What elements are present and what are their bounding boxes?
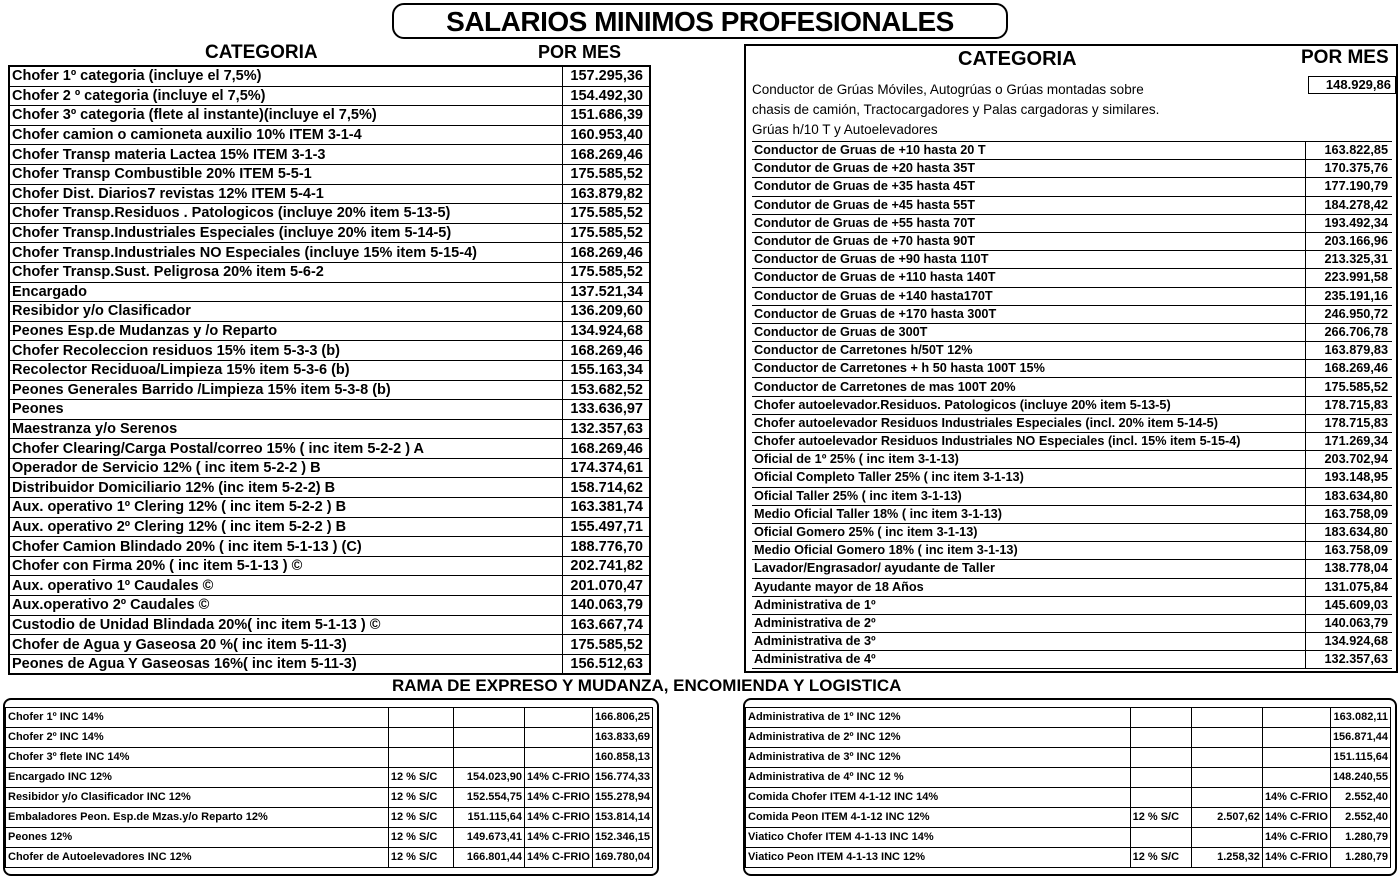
- rama-left-row: [6, 848, 653, 868]
- left-salary-label: Peones: [9, 400, 563, 420]
- rama-right-c3: [1262, 728, 1330, 748]
- left-salary-row: [9, 223, 650, 243]
- left-salary-row: [9, 458, 650, 478]
- rama-left-c1: [388, 708, 453, 728]
- left-salary-row: [9, 66, 650, 86]
- rama-left-label: Resibidor y/o Clasificador INC 12%: [6, 788, 389, 808]
- rama-right-c2: [1192, 708, 1263, 728]
- left-salary-row: [9, 439, 650, 459]
- crane-intro-value: 148.929,86: [1308, 76, 1396, 94]
- rama-right-row: [746, 828, 1391, 848]
- rama-left-row: [6, 808, 653, 828]
- left-salary-value: 175.585,52: [563, 262, 651, 282]
- right-salary-label: Ayudante mayor de 18 Años: [752, 578, 1306, 596]
- left-salary-value: 158.714,62: [563, 478, 651, 498]
- left-salary-row: [9, 204, 650, 224]
- left-salary-row: [9, 145, 650, 165]
- right-salary-row: [752, 651, 1392, 669]
- rama-right-c2: [1192, 788, 1263, 808]
- left-salary-label: Chofer Camion Blindado 20% ( inc item 5-1-13 ) (C): [9, 537, 563, 557]
- right-salary-row: [752, 287, 1392, 305]
- rama-left-value: 153.814,14: [592, 808, 652, 828]
- right-salary-value: 163.758,09: [1306, 542, 1393, 560]
- left-salary-value: 153.682,52: [563, 380, 651, 400]
- right-salary-row: [752, 433, 1392, 451]
- rama-left-c3: [524, 748, 592, 768]
- left-salary-label: Chofer Transp.Industriales NO Especiales (incluye 15% item 5-15-4): [9, 243, 563, 263]
- right-salary-value: 193.148,95: [1306, 469, 1393, 487]
- rama-title: RAMA DE EXPRESO Y MUDANZA, ENCOMIENDA Y LOGISTICA: [392, 676, 902, 695]
- left-salary-value: 151.686,39: [563, 106, 651, 126]
- left-salary-row: [9, 302, 650, 322]
- left-salary-label: Encargado: [9, 282, 563, 302]
- rama-left-label: Chofer de Autoelevadores INC 12%: [6, 848, 389, 868]
- left-salary-row: [9, 615, 650, 635]
- left-salary-row: [9, 380, 650, 400]
- left-salary-row: [9, 125, 650, 145]
- rama-right-label: Administrativa de 4º INC 12 %: [746, 768, 1131, 788]
- rama-left-c2: [453, 728, 524, 748]
- left-salary-row: [9, 243, 650, 263]
- left-salary-value: 168.269,46: [563, 341, 651, 361]
- left-salary-label: Chofer Recoleccion residuos 15% item 5-3-3 (b): [9, 341, 563, 361]
- right-salary-label: Lavador/Engrasador/ ayudante de Taller: [752, 560, 1306, 578]
- rama-left-c1: 12 % S/C: [388, 848, 453, 868]
- right-salary-label: Conductor de Gruas de +170 hasta 300T: [752, 305, 1306, 323]
- rama-left-c3: [524, 708, 592, 728]
- left-salary-label: Chofer 3º categoria (flete al instante)(incluye el 7,5%): [9, 106, 563, 126]
- left-salary-label: Distribuidor Domiciliario 12% (inc item 5-2-2) B: [9, 478, 563, 498]
- left-salary-row: [9, 537, 650, 557]
- right-salary-row: [752, 214, 1392, 232]
- rama-left-c1: [388, 748, 453, 768]
- left-salary-row: [9, 498, 650, 518]
- left-salary-label: Chofer Transp materia Lactea 15% ITEM 3-1-3: [9, 145, 563, 165]
- left-salary-label: Chofer Transp Combustible 20% ITEM 5-5-1: [9, 164, 563, 184]
- right-salary-row: [752, 560, 1392, 578]
- right-salary-row: [752, 160, 1392, 178]
- right-salary-value: 235.191,16: [1306, 287, 1393, 305]
- rama-right-c1: [1130, 728, 1192, 748]
- rama-left-c1: [388, 728, 453, 748]
- left-salary-value: 168.269,46: [563, 243, 651, 263]
- rama-right-row: [746, 768, 1391, 788]
- rama-left-row: [6, 708, 653, 728]
- rama-right-label: Comida Peon ITEM 4-1-12 INC 12%: [746, 808, 1131, 828]
- rama-right-value: 2.552,40: [1330, 788, 1390, 808]
- rama-right-label: Viatico Peon ITEM 4-1-13 INC 12%: [746, 848, 1131, 868]
- right-salary-label: Conductor de Carretones de mas 100T 20%: [752, 378, 1306, 396]
- right-salary-value: 134.924,68: [1306, 633, 1393, 651]
- left-salary-value: 156.512,63: [563, 654, 651, 674]
- right-salary-row: [752, 505, 1392, 523]
- left-salary-label: Chofer camion o camioneta auxilio 10% ITEM 3-1-4: [9, 125, 563, 145]
- right-salary-label: Administrativa de 3º: [752, 633, 1306, 651]
- right-salary-value: 131.075,84: [1306, 578, 1393, 596]
- right-salary-label: Condutor de Gruas de +20 hasta 35T: [752, 160, 1306, 178]
- right-salary-label: Medio Oficial Gomero 18% ( inc item 3-1-13): [752, 542, 1306, 560]
- right-salary-value: 178.715,83: [1306, 396, 1393, 414]
- rama-left-c3: 14% C-FRIO: [524, 768, 592, 788]
- rama-right-row: [746, 728, 1391, 748]
- right-salary-value: 177.190,79: [1306, 178, 1393, 196]
- left-salary-value: 168.269,46: [563, 145, 651, 165]
- right-salary-label: Condutor de Gruas de +55 hasta 70T: [752, 214, 1306, 232]
- right-salary-label: Conductor de Carretones h/50T 12%: [752, 342, 1306, 360]
- rama-left-c2: [453, 748, 524, 768]
- left-salary-value: 140.063,79: [563, 596, 651, 616]
- rama-left-label: Chofer 1º INC 14%: [6, 708, 389, 728]
- rama-left-value: 166.806,25: [592, 708, 652, 728]
- rama-right-c3: 14% C-FRIO: [1262, 848, 1330, 868]
- left-salary-row: [9, 321, 650, 341]
- rama-left-label: Embaladores Peon. Esp.de Mzas.y/o Reparto 12%: [6, 808, 389, 828]
- rama-left-c2: 166.801,44: [453, 848, 524, 868]
- left-salary-label: Maestranza y/o Serenos: [9, 419, 563, 439]
- right-salary-value: 203.166,96: [1306, 232, 1393, 250]
- left-salary-label: Chofer Transp.Sust. Peligrosa 20% item 5-6-2: [9, 262, 563, 282]
- right-salary-label: Administrativa de 1º: [752, 596, 1306, 614]
- right-salary-label: Condutor de Gruas de +35 hasta 45T: [752, 178, 1306, 196]
- rama-left-c2: 151.115,64: [453, 808, 524, 828]
- left-salary-row: [9, 86, 650, 106]
- left-header-categoria: CATEGORIA: [205, 42, 318, 63]
- right-salary-row: [752, 142, 1392, 160]
- right-salary-label: Chofer autoelevador Residuos Industriales Especiales (incl. 20% item 5-14-5): [752, 414, 1306, 432]
- rama-left-row: [6, 748, 653, 768]
- right-salary-value: 145.609,03: [1306, 596, 1393, 614]
- right-salary-label: Oficial Taller 25% ( inc item 3-1-13): [752, 487, 1306, 505]
- right-salary-value: 183.634,80: [1306, 523, 1393, 541]
- bottom-left-table: [5, 707, 653, 868]
- right-salary-row: [752, 342, 1392, 360]
- right-salary-value: 246.950,72: [1306, 305, 1393, 323]
- left-salary-label: Chofer Dist. Diarios7 revistas 12% ITEM 5-4-1: [9, 184, 563, 204]
- rama-right-value: 1.280,79: [1330, 828, 1390, 848]
- rama-left-value: 160.858,13: [592, 748, 652, 768]
- rama-left-value: 156.774,33: [592, 768, 652, 788]
- right-header-por-mes: POR MES: [1301, 47, 1389, 68]
- rama-left-c3: [524, 728, 592, 748]
- right-salary-row: [752, 269, 1392, 287]
- right-salary-label: Administrativa de 2º: [752, 614, 1306, 632]
- left-salary-value: 175.585,52: [563, 635, 651, 655]
- left-salary-value: 163.667,74: [563, 615, 651, 635]
- rama-left-c1: 12 % S/C: [388, 788, 453, 808]
- rama-left-row: [6, 828, 653, 848]
- right-header-categoria: CATEGORIA: [958, 48, 1077, 70]
- right-salary-label: Chofer autoelevador Residuos Industriales NO Especiales (incl. 15% item 5-15-4): [752, 433, 1306, 451]
- rama-right-row: [746, 848, 1391, 868]
- right-salary-label: Conductor de Gruas de +90 hasta 110T: [752, 251, 1306, 269]
- right-salary-value: 170.375,76: [1306, 160, 1393, 178]
- left-salary-value: 136.209,60: [563, 302, 651, 322]
- rama-left-c2: 152.554,75: [453, 788, 524, 808]
- right-salary-row: [752, 378, 1392, 396]
- left-salary-label: Recolector Reciduoa/Limpieza 15% item 5-3-6 (b): [9, 360, 563, 380]
- rama-right-label: Viatico Chofer ITEM 4-1-13 INC 14%: [746, 828, 1131, 848]
- left-salary-row: [9, 478, 650, 498]
- rama-right-label: Administrativa de 3º INC 12%: [746, 748, 1131, 768]
- rama-right-label: Comida Chofer ITEM 4-1-12 INC 14%: [746, 788, 1131, 808]
- left-salary-label: Chofer Transp.Industriales Especiales (incluye 20% item 5-14-5): [9, 223, 563, 243]
- rama-right-label: Administrativa de 1º INC 12%: [746, 708, 1131, 728]
- rama-right-c3: 14% C-FRIO: [1262, 788, 1330, 808]
- left-salary-row: [9, 282, 650, 302]
- right-salary-label: Conductor de Gruas de +110 hasta 140T: [752, 269, 1306, 287]
- left-salary-value: 132.357,63: [563, 419, 651, 439]
- rama-left-c3: 14% C-FRIO: [524, 808, 592, 828]
- rama-left-row: [6, 768, 653, 788]
- left-salary-label: Aux. operativo 2º Clering 12% ( inc item 5-2-2 ) B: [9, 517, 563, 537]
- right-salary-table: [752, 141, 1392, 669]
- left-salary-row: [9, 517, 650, 537]
- rama-right-value: 163.082,11: [1330, 708, 1390, 728]
- left-salary-value: 175.585,52: [563, 164, 651, 184]
- right-salary-row: [752, 633, 1392, 651]
- rama-right-label: Administrativa de 2º INC 12%: [746, 728, 1131, 748]
- right-salary-row: [752, 323, 1392, 341]
- left-salary-row: [9, 106, 650, 126]
- rama-left-c2: [453, 708, 524, 728]
- right-salary-value: 193.492,34: [1306, 214, 1393, 232]
- left-salary-label: Peones de Agua Y Gaseosas 16%( inc item 5-11-3): [9, 654, 563, 674]
- rama-right-row: [746, 788, 1391, 808]
- left-salary-value: 154.492,30: [563, 86, 651, 106]
- right-salary-label: Oficial Completo Taller 25% ( inc item 3-1-13): [752, 469, 1306, 487]
- rama-right-c2: [1192, 768, 1263, 788]
- left-salary-value: 160.953,40: [563, 125, 651, 145]
- right-salary-label: Conductor de Gruas de 300T: [752, 323, 1306, 341]
- rama-left-value: 169.780,04: [592, 848, 652, 868]
- right-salary-row: [752, 360, 1392, 378]
- rama-left-c3: 14% C-FRIO: [524, 848, 592, 868]
- crane-intro-line-1: Conductor de Grúas Móviles, Autogrúas o Grúas montadas sobre: [752, 82, 1144, 97]
- right-salary-value: 168.269,46: [1306, 360, 1393, 378]
- rama-right-c1: 12 % S/C: [1130, 848, 1192, 868]
- left-salary-value: 157.295,36: [563, 66, 651, 86]
- right-salary-row: [752, 414, 1392, 432]
- left-salary-label: Custodio de Unidad Blindada 20%( inc item 5-1-13 ) ©: [9, 615, 563, 635]
- rama-right-c1: [1130, 788, 1192, 808]
- left-salary-row: [9, 576, 650, 596]
- left-salary-table: [8, 65, 651, 675]
- left-salary-label: Aux. operativo 1º Caudales ©: [9, 576, 563, 596]
- left-salary-value: 168.269,46: [563, 439, 651, 459]
- rama-left-c2: 149.673,41: [453, 828, 524, 848]
- left-salary-label: Chofer de Agua y Gaseosa 20 %( inc item 5-11-3): [9, 635, 563, 655]
- left-salary-row: [9, 556, 650, 576]
- rama-left-value: 163.833,69: [592, 728, 652, 748]
- right-salary-value: 203.702,94: [1306, 451, 1393, 469]
- rama-right-c3: 14% C-FRIO: [1262, 808, 1330, 828]
- right-salary-label: Conductor de Gruas de +140 hasta170T: [752, 287, 1306, 305]
- left-salary-value: 134.924,68: [563, 321, 651, 341]
- right-salary-label: Condutor de Gruas de +70 hasta 90T: [752, 232, 1306, 250]
- left-salary-row: [9, 184, 650, 204]
- left-salary-value: 137.521,34: [563, 282, 651, 302]
- right-salary-value: 266.706,78: [1306, 323, 1393, 341]
- left-salary-row: [9, 341, 650, 361]
- right-salary-label: Administrativa de 4º: [752, 651, 1306, 669]
- rama-left-label: Chofer 2º INC 14%: [6, 728, 389, 748]
- right-salary-row: [752, 178, 1392, 196]
- left-salary-row: [9, 654, 650, 674]
- left-salary-value: 201.070,47: [563, 576, 651, 596]
- left-salary-row: [9, 635, 650, 655]
- left-salary-label: Chofer 2 º categoria (incluye el 7,5%): [9, 86, 563, 106]
- rama-right-c3: [1262, 748, 1330, 768]
- left-salary-label: Peones Generales Barrido /Limpieza 15% item 5-3-8 (b): [9, 380, 563, 400]
- rama-right-c3: [1262, 768, 1330, 788]
- left-salary-label: Chofer 1º categoria (incluye el 7,5%): [9, 66, 563, 86]
- rama-left-row: [6, 728, 653, 748]
- rama-left-c3: 14% C-FRIO: [524, 828, 592, 848]
- rama-right-c1: [1130, 748, 1192, 768]
- right-salary-label: Chofer autoelevador.Residuos. Patologicos (incluye 20% item 5-13-5): [752, 396, 1306, 414]
- left-salary-value: 175.585,52: [563, 204, 651, 224]
- left-header-por-mes: POR MES: [538, 42, 622, 62]
- right-salary-value: 163.758,09: [1306, 505, 1393, 523]
- right-salary-value: 138.778,04: [1306, 560, 1393, 578]
- left-salary-value: 174.374,61: [563, 458, 651, 478]
- bottom-right-table: [745, 707, 1391, 868]
- rama-right-c2: [1192, 828, 1263, 848]
- right-salary-row: [752, 487, 1392, 505]
- rama-left-label: Peones 12%: [6, 828, 389, 848]
- rama-left-c1: 12 % S/C: [388, 828, 453, 848]
- right-salary-value: 178.715,83: [1306, 414, 1393, 432]
- left-salary-row: [9, 360, 650, 380]
- right-salary-row: [752, 251, 1392, 269]
- rama-left-label: Chofer 3º flete INC 14%: [6, 748, 389, 768]
- left-salary-value: 175.585,52: [563, 223, 651, 243]
- left-salary-label: Operador de Servicio 12% ( inc item 5-2-2 ) B: [9, 458, 563, 478]
- right-salary-value: 183.634,80: [1306, 487, 1393, 505]
- left-salary-label: Aux. operativo 1º Clering 12% ( inc item 5-2-2 ) B: [9, 498, 563, 518]
- left-salary-value: 133.636,97: [563, 400, 651, 420]
- right-salary-row: [752, 596, 1392, 614]
- rama-right-c3: 14% C-FRIO: [1262, 828, 1330, 848]
- rama-right-c2: 2.507,62: [1192, 808, 1263, 828]
- rama-left-c3: 14% C-FRIO: [524, 788, 592, 808]
- right-salary-row: [752, 305, 1392, 323]
- right-salary-value: 171.269,34: [1306, 433, 1393, 451]
- right-salary-value: 184.278,42: [1306, 196, 1393, 214]
- rama-right-c1: 12 % S/C: [1130, 808, 1192, 828]
- right-salary-row: [752, 451, 1392, 469]
- right-salary-value: 223.991,58: [1306, 269, 1393, 287]
- rama-left-c2: 154.023,90: [453, 768, 524, 788]
- left-salary-row: [9, 596, 650, 616]
- rama-left-label: Encargado INC 12%: [6, 768, 389, 788]
- right-salary-value: 163.822,85: [1306, 142, 1393, 160]
- rama-right-row: [746, 708, 1391, 728]
- right-salary-value: 175.585,52: [1306, 378, 1393, 396]
- right-salary-label: Oficial de 1º 25% ( inc item 3-1-13): [752, 451, 1306, 469]
- left-salary-row: [9, 419, 650, 439]
- left-salary-row: [9, 400, 650, 420]
- right-salary-row: [752, 614, 1392, 632]
- right-salary-value: 163.879,83: [1306, 342, 1393, 360]
- right-salary-label: Condutor de Gruas de +45 hasta 55T: [752, 196, 1306, 214]
- left-salary-label: Chofer con Firma 20% ( inc item 5-1-13 ) ©: [9, 556, 563, 576]
- left-salary-value: 188.776,70: [563, 537, 651, 557]
- page-title: SALARIOS MINIMOS PROFESIONALES: [392, 3, 1008, 39]
- rama-right-row: [746, 748, 1391, 768]
- right-salary-row: [752, 578, 1392, 596]
- rama-left-value: 152.346,15: [592, 828, 652, 848]
- rama-right-value: 156.871,44: [1330, 728, 1390, 748]
- rama-right-c1: [1130, 768, 1192, 788]
- left-salary-label: Chofer Transp.Residuos . Patologicos (incluye 20% item 5-13-5): [9, 204, 563, 224]
- crane-intro-line-2: chasis de camión, Tractocargadores y Palas cargadoras y similares.: [752, 102, 1160, 117]
- rama-left-c1: 12 % S/C: [388, 808, 453, 828]
- left-salary-label: Aux.operativo 2º Caudales ©: [9, 596, 563, 616]
- right-salary-value: 213.325,31: [1306, 251, 1393, 269]
- rama-right-c1: [1130, 708, 1192, 728]
- right-salary-label: Conductor de Gruas de +10 hasta 20 T: [752, 142, 1306, 160]
- left-salary-value: 202.741,82: [563, 556, 651, 576]
- left-salary-label: Peones Esp.de Mudanzas y /o Reparto: [9, 321, 563, 341]
- left-salary-row: [9, 164, 650, 184]
- right-salary-row: [752, 523, 1392, 541]
- rama-right-row: [746, 808, 1391, 828]
- rama-right-value: 148.240,55: [1330, 768, 1390, 788]
- left-salary-value: 163.381,74: [563, 498, 651, 518]
- rama-right-c3: [1262, 708, 1330, 728]
- left-salary-value: 163.879,82: [563, 184, 651, 204]
- right-salary-row: [752, 232, 1392, 250]
- left-salary-value: 155.497,71: [563, 517, 651, 537]
- rama-right-c1: [1130, 828, 1192, 848]
- rama-right-c2: [1192, 728, 1263, 748]
- crane-intro-line-3: Grúas h/10 T y Autoelevadores: [752, 122, 938, 137]
- rama-right-c2: 1.258,32: [1192, 848, 1263, 868]
- left-salary-row: [9, 262, 650, 282]
- rama-left-row: [6, 788, 653, 808]
- rama-right-value: 151.115,64: [1330, 748, 1390, 768]
- rama-right-value: 2.552,40: [1330, 808, 1390, 828]
- right-salary-value: 140.063,79: [1306, 614, 1393, 632]
- left-salary-label: Resibidor y/o Clasificador: [9, 302, 563, 322]
- rama-right-c2: [1192, 748, 1263, 768]
- right-salary-value: 132.357,63: [1306, 651, 1393, 669]
- rama-left-value: 155.278,94: [592, 788, 652, 808]
- left-salary-value: 155.163,34: [563, 360, 651, 380]
- right-salary-row: [752, 542, 1392, 560]
- right-salary-row: [752, 396, 1392, 414]
- crane-intro-text: [752, 80, 1172, 140]
- rama-right-value: 1.280,79: [1330, 848, 1390, 868]
- left-salary-label: Chofer Clearing/Carga Postal/correo 15% ( inc item 5-2-2 ) A: [9, 439, 563, 459]
- rama-left-c1: 12 % S/C: [388, 768, 453, 788]
- right-salary-row: [752, 196, 1392, 214]
- right-salary-label: Conductor de Carretones + h 50 hasta 100T 15%: [752, 360, 1306, 378]
- right-salary-label: Oficial Gomero 25% ( inc item 3-1-13): [752, 523, 1306, 541]
- right-salary-label: Medio Oficial Taller 18% ( inc item 3-1-13): [752, 505, 1306, 523]
- right-salary-row: [752, 469, 1392, 487]
